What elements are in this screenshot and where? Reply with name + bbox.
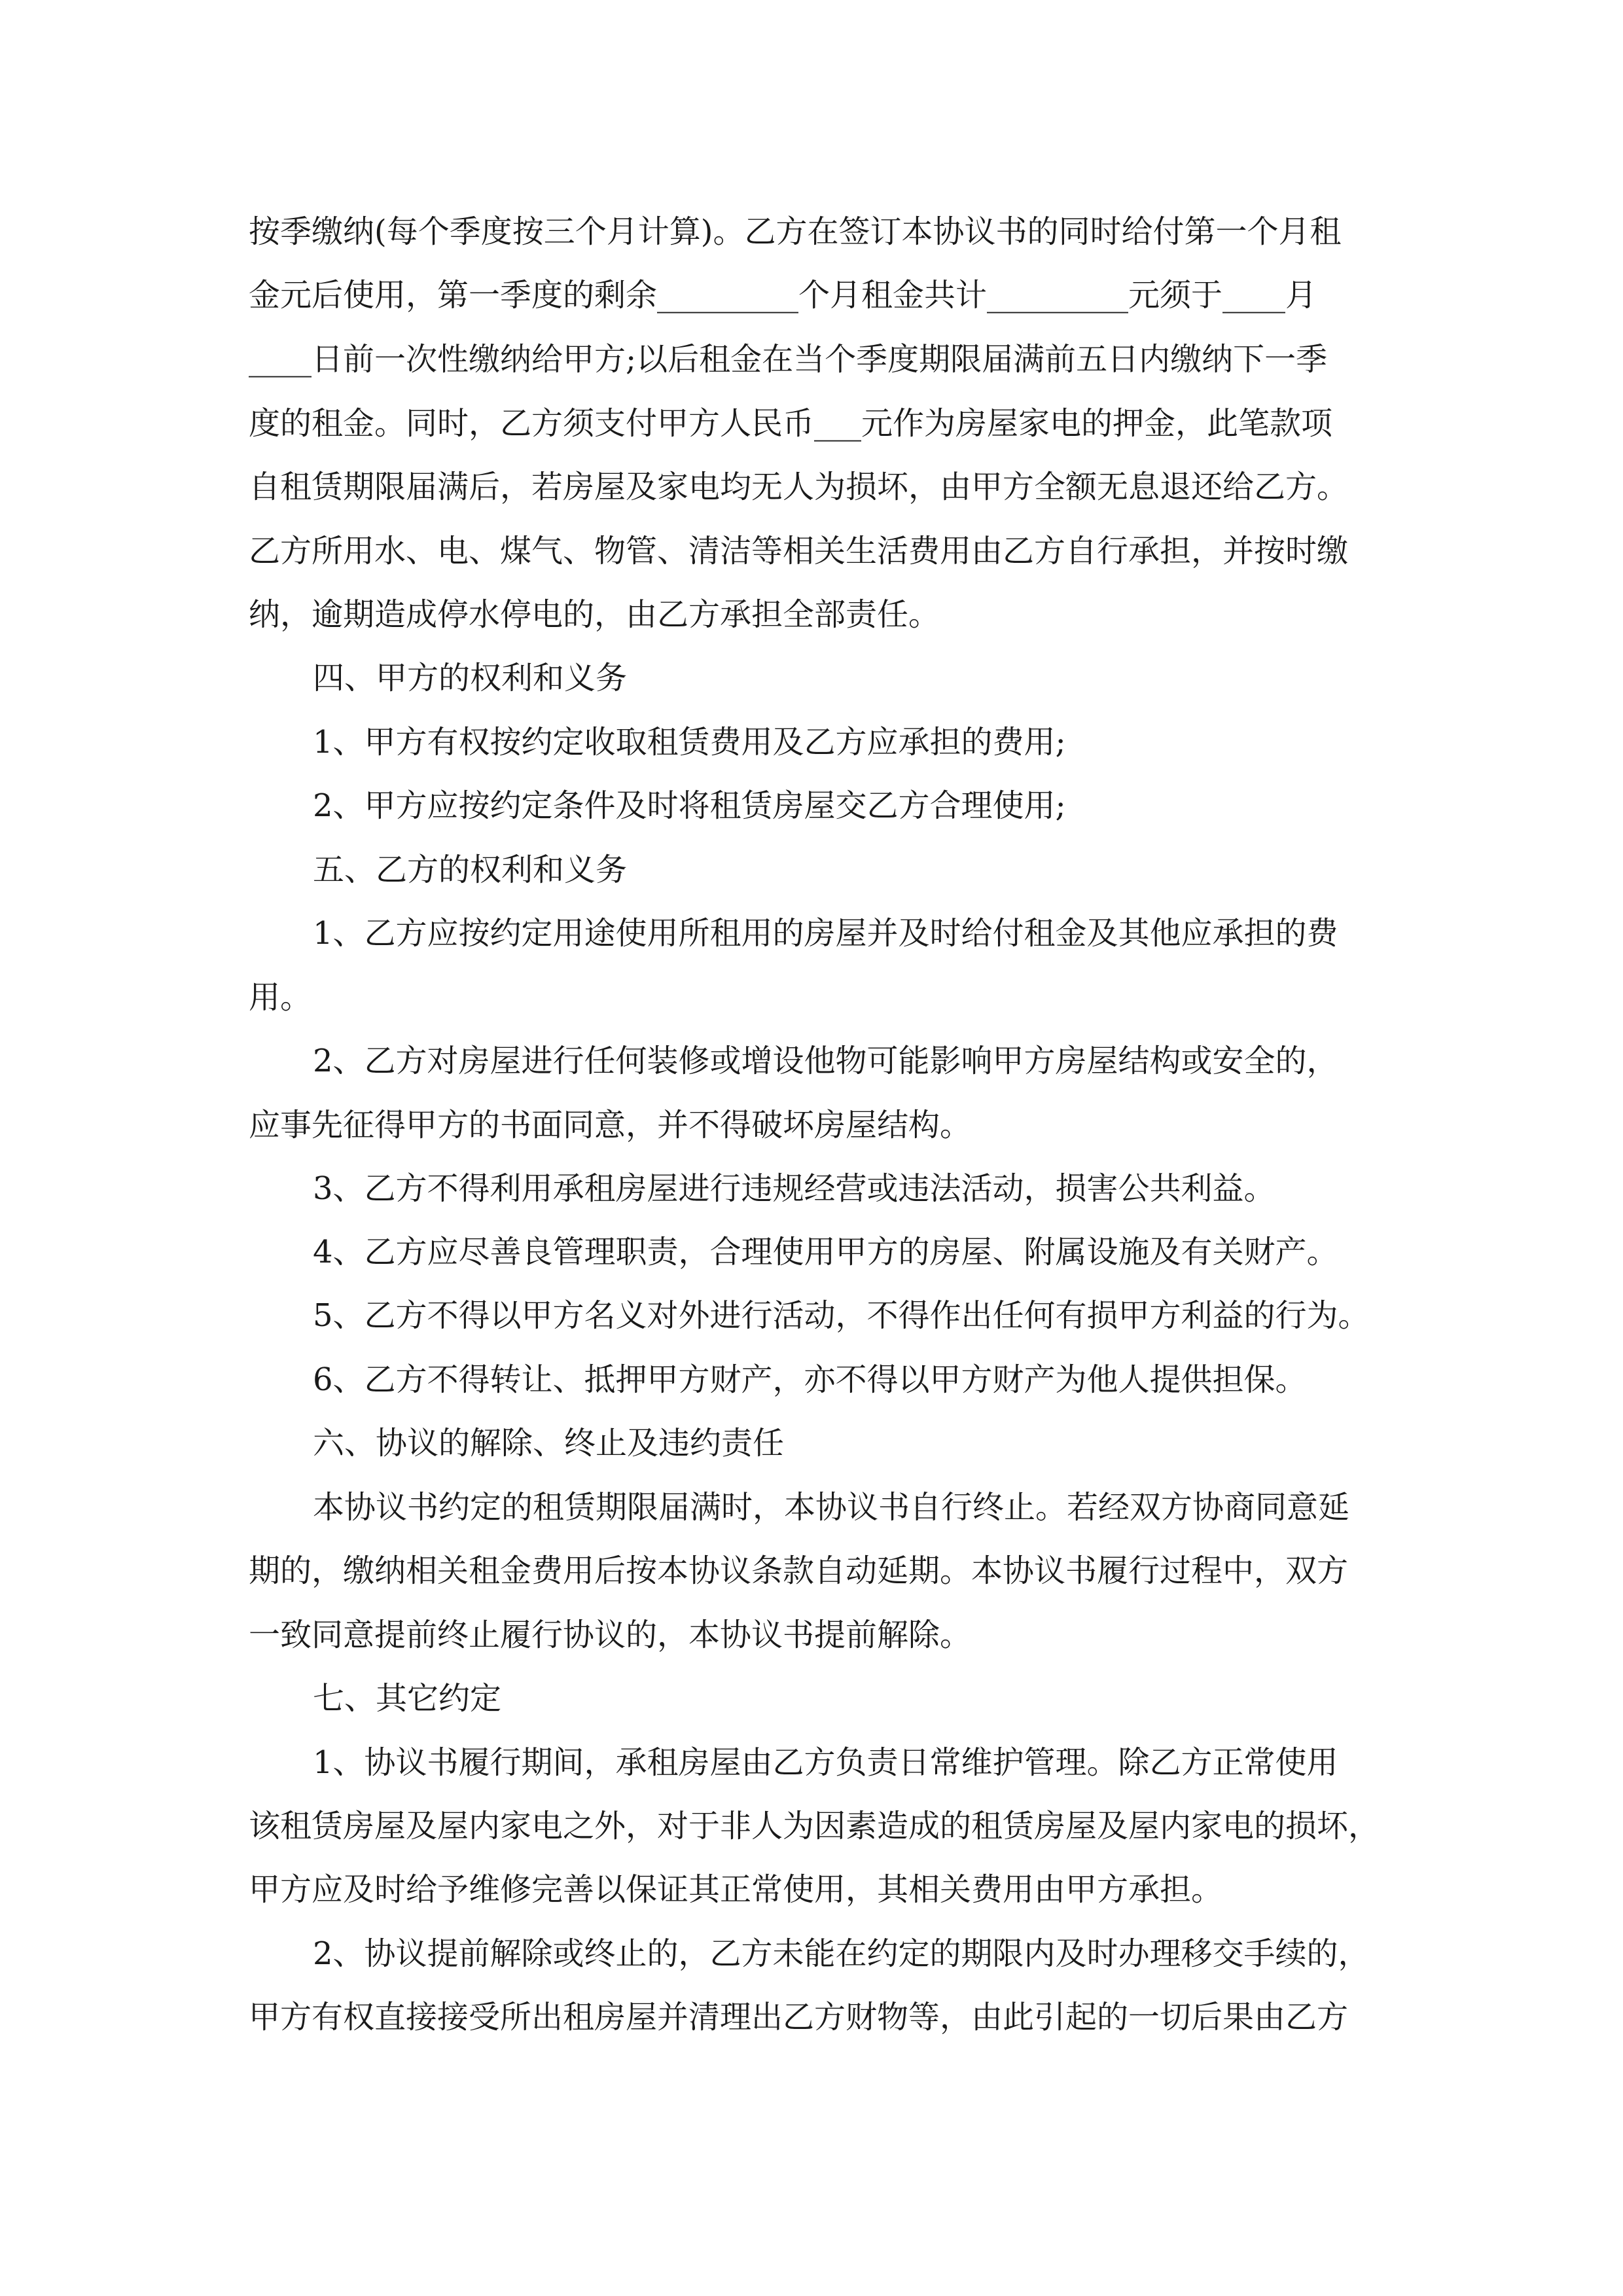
text-line: 金元后使用，第一季度的剩余_________个月租金共计_________元须于____月 (249, 277, 1317, 314)
text-line: 4、乙方应尽善良管理职责，合理使用甲方的房屋、附属设施及有关财产。 (313, 1234, 1338, 1270)
text-line: 一致同意提前终止履行协议的，本协议书提前解除。 (249, 1617, 972, 1653)
text-line: 3、乙方不得利用承租房屋进行违规经营或违法活动，损害公共利益。 (313, 1170, 1275, 1207)
text-line: 该租赁房屋及屋内家电之外，对于非人为因素造成的租赁房屋及屋内家电的损坏， (249, 1808, 1380, 1844)
text-line: 5、乙方不得以甲方名义对外进行活动，不得作出任何有损甲方利益的行为。 (313, 1297, 1370, 1334)
text-line: ____日前一次性缴纳给甲方;以后租金在当个季度期限届满前五日内缴纳下一季 (249, 341, 1328, 378)
text-line: 自租赁期限届满后，若房屋及家电均无人为损坏，由甲方全额无息退还给乙方。 (249, 469, 1349, 505)
text-line: 2、甲方应按约定条件及时将租赁房屋交乙方合理使用; (313, 787, 1066, 824)
text-line: 期的，缴纳相关租金费用后按本协议条款自动延期。本协议书履行过程中，双方 (249, 1552, 1349, 1589)
text-line: 2、乙方对房屋进行任何装修或增设他物可能影响甲方房屋结构或安全的， (313, 1043, 1338, 1079)
text-line: 2、协议提前解除或终止的，乙方未能在约定的期限内及时办理移交手续的， (313, 1935, 1370, 1972)
text-line: 6、乙方不得转让、抵押甲方财产，亦不得以甲方财产为他人提供担保。 (313, 1361, 1307, 1398)
text-line: 按季缴纳(每个季度按三个月计算)。乙方在签订本协议书的同时给付第一个月租 (249, 213, 1342, 250)
text-line: 度的租金。同时，乙方须支付甲方人民币___元作为房屋家电的押金，此笔款项 (249, 405, 1333, 442)
text-line: 1、乙方应按约定用途使用所租用的房屋并及时给付租金及其他应承担的费 (313, 915, 1338, 952)
text-line: 甲方应及时给予维修完善以保证其正常使用，其相关费用由甲方承担。 (249, 1871, 1223, 1908)
text-line: 应事先征得甲方的书面同意，并不得破坏房屋结构。 (249, 1107, 972, 1143)
section-heading: 六、协议的解除、终止及违约责任 (313, 1425, 785, 1462)
section-heading: 七、其它约定 (313, 1680, 502, 1717)
text-line: 1、协议书履行期间，承租房屋由乙方负责日常维护管理。除乙方正常使用 (313, 1744, 1338, 1781)
text-line: 用。 (249, 979, 312, 1016)
text-line: 纳，逾期造成停水停电的，由乙方承担全部责任。 (249, 596, 940, 633)
section-heading: 五、乙方的权利和义务 (313, 852, 628, 888)
section-heading: 四、甲方的权利和义务 (313, 660, 628, 696)
text-line: 甲方有权直接接受所出租房屋并清理出乙方财物等，由此引起的一切后果由乙方 (249, 1999, 1349, 2036)
text-line: 乙方所用水、电、煤气、物管、清洁等相关生活费用由乙方自行承担，并按时缴 (249, 533, 1349, 569)
text-line: 本协议书约定的租赁期限届满时，本协议书自行终止。若经双方协商同意延 (313, 1489, 1350, 1526)
text-line: 1、甲方有权按约定收取租赁费用及乙方应承担的费用; (313, 724, 1066, 761)
